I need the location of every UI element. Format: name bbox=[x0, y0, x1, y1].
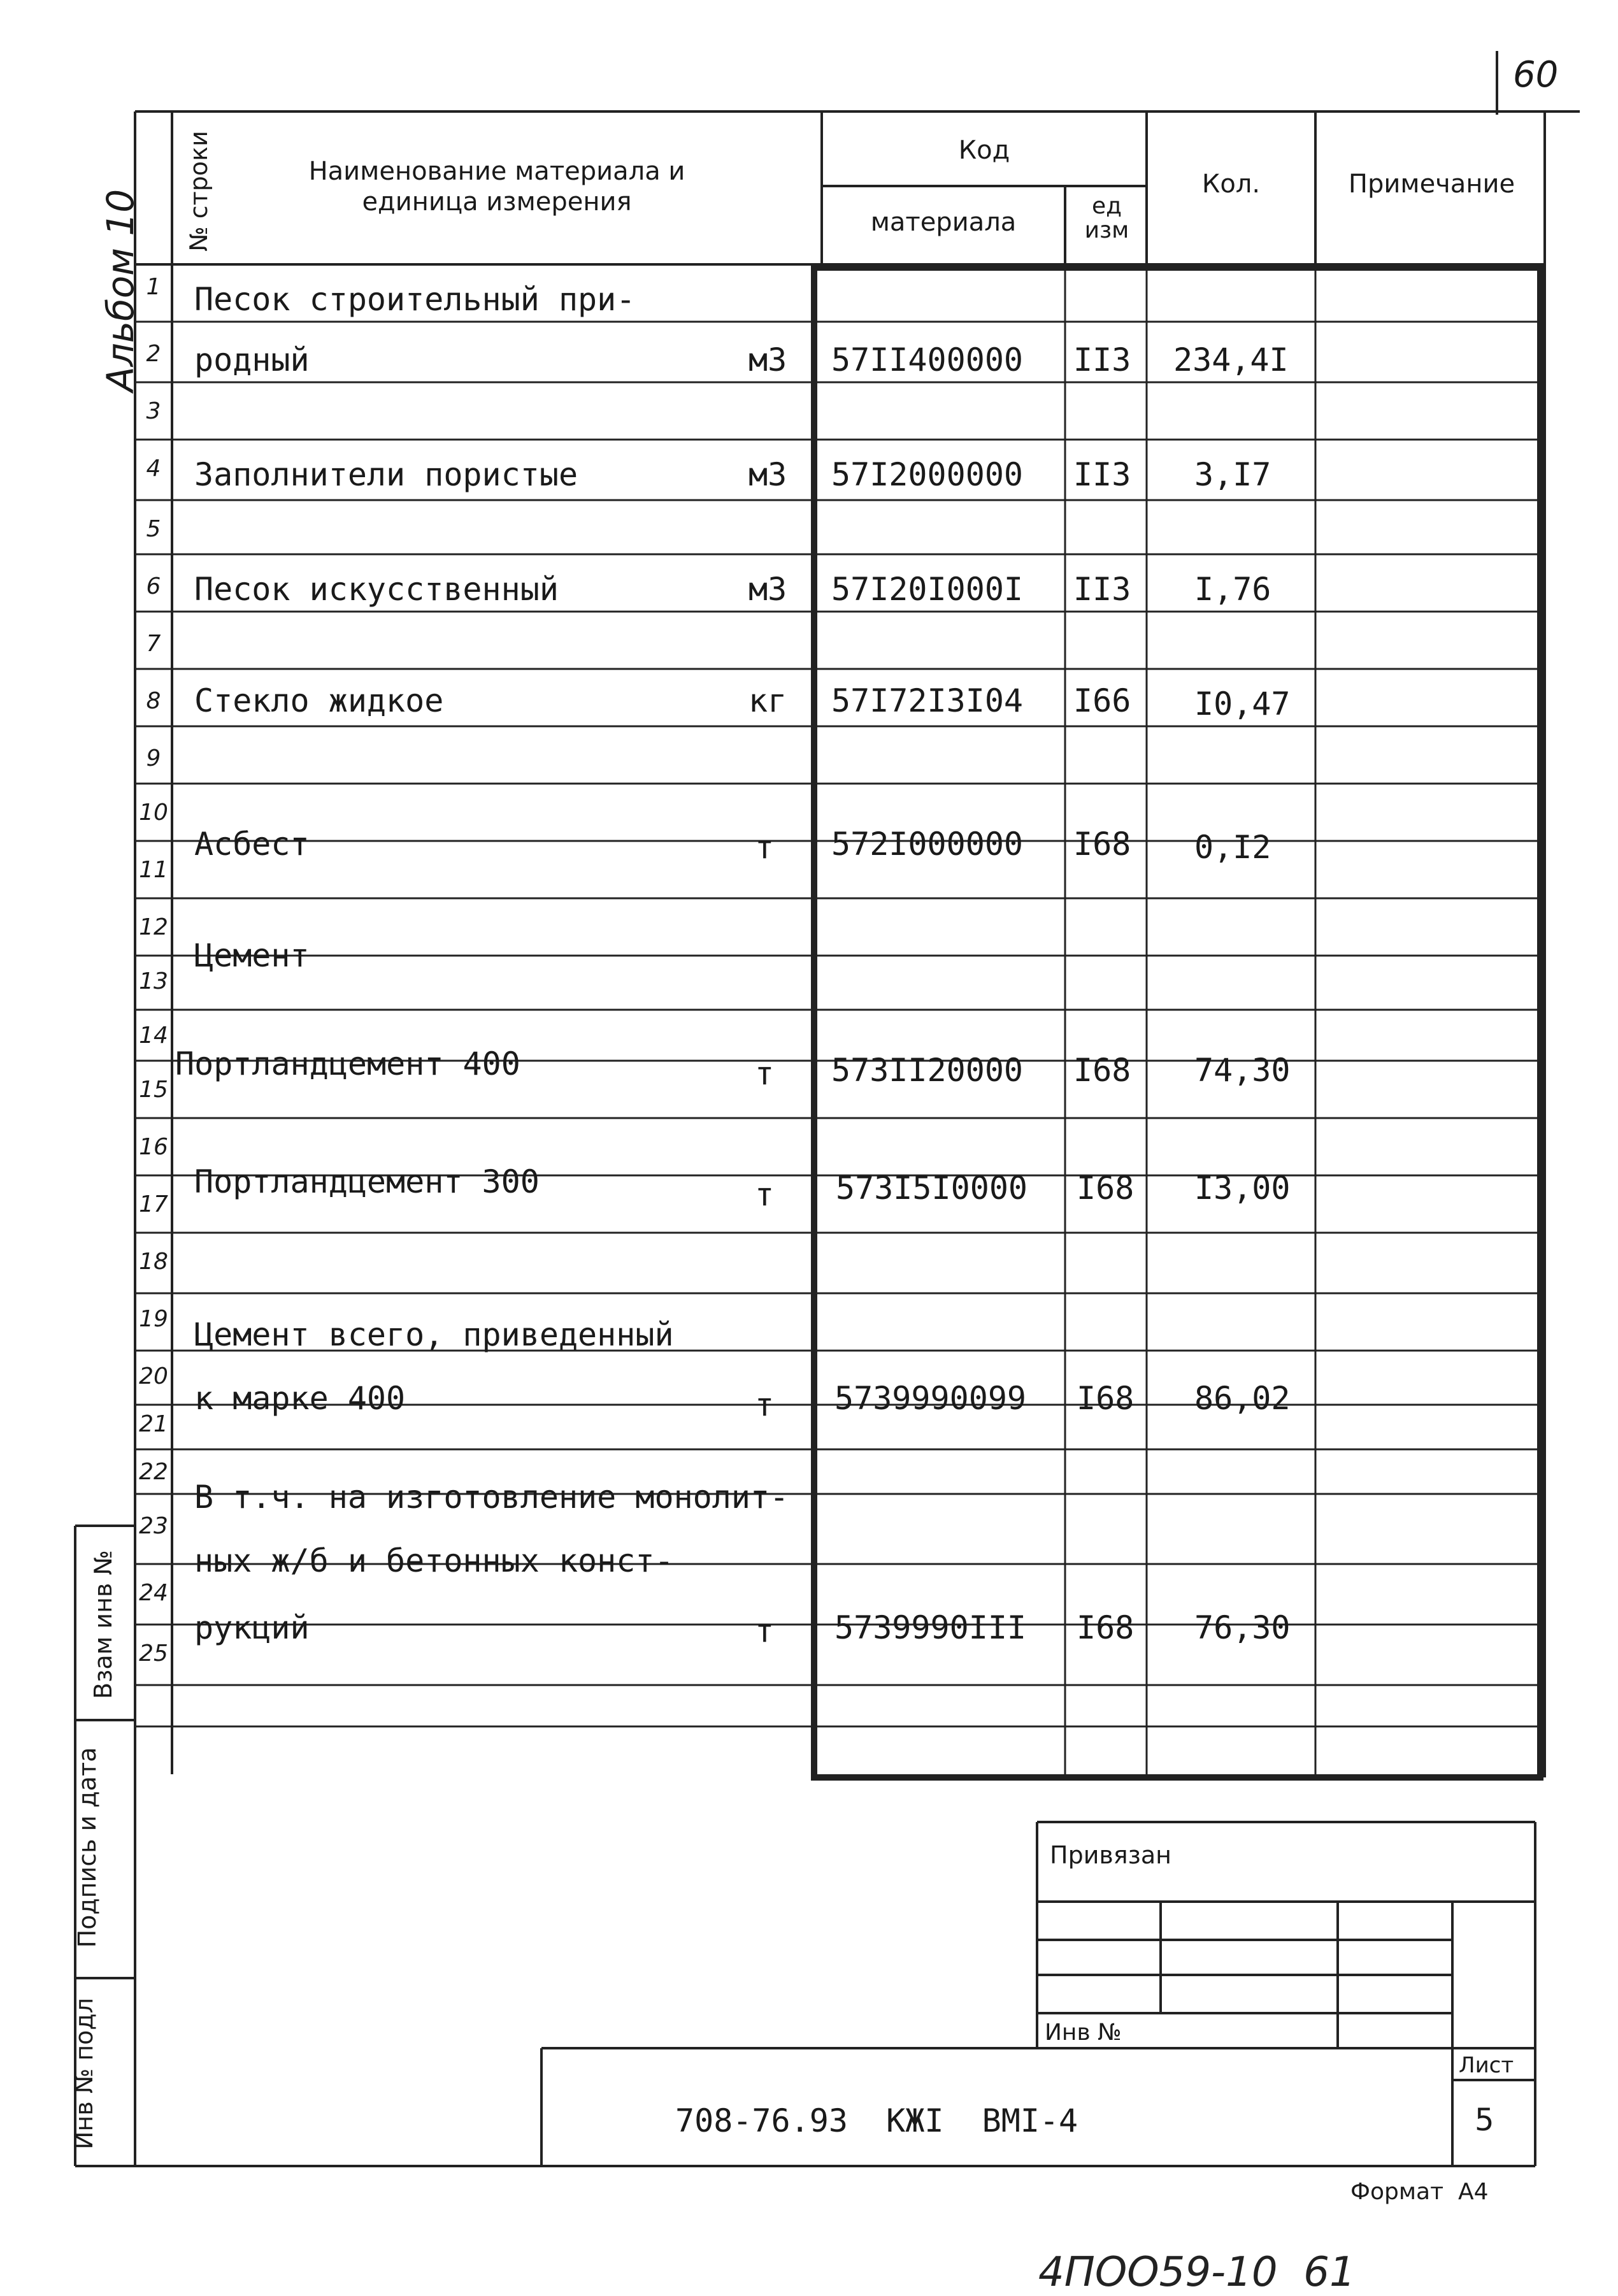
unit-code: I68 bbox=[1077, 1609, 1135, 1646]
quantity: 86,02 bbox=[1194, 1380, 1291, 1417]
row-number: 11 bbox=[139, 857, 168, 883]
material-code: 573II20000 bbox=[831, 1052, 1024, 1089]
header-qty: Кол. bbox=[1201, 169, 1261, 199]
format-label: Формат А4 bbox=[1350, 2179, 1489, 2205]
header-unit: ед изм bbox=[1084, 193, 1129, 243]
sheet-number: 5 bbox=[1475, 2102, 1494, 2138]
row-number: 24 bbox=[139, 1580, 168, 1606]
unit-text: м3 bbox=[748, 341, 787, 378]
header-note: Примечание bbox=[1348, 169, 1515, 199]
side-label-inv-podl: Инв № подл bbox=[70, 1998, 98, 2150]
quantity: I3,00 bbox=[1194, 1170, 1291, 1207]
material-name: Стекло жидкое bbox=[194, 682, 444, 719]
quantity: 0,I2 bbox=[1194, 829, 1271, 866]
unit-code: I68 bbox=[1073, 826, 1131, 863]
side-label-podpis: Подпись и дата bbox=[73, 1747, 101, 1948]
row-number: 23 bbox=[139, 1513, 168, 1539]
material-name: родный bbox=[194, 341, 310, 378]
quantity: 234,4I bbox=[1173, 341, 1289, 378]
header-material: материала bbox=[870, 208, 1017, 237]
quantity: 3,I7 bbox=[1194, 456, 1271, 493]
unit-code: II3 bbox=[1073, 571, 1131, 608]
row-number: 5 bbox=[146, 516, 161, 542]
material-code: 5739990099 bbox=[834, 1380, 1027, 1417]
side-label-vzam: Взам инв № bbox=[89, 1550, 117, 1699]
material-name: Портландцемент 400 bbox=[175, 1045, 520, 1082]
row-number: 20 bbox=[139, 1363, 168, 1389]
material-name: рукций bbox=[194, 1609, 310, 1646]
row-number: 8 bbox=[146, 688, 161, 714]
material-code: 57I2000000 bbox=[831, 456, 1024, 493]
row-number: 19 bbox=[139, 1306, 168, 1332]
material-code: 57II400000 bbox=[831, 341, 1024, 378]
row-number: 17 bbox=[139, 1191, 168, 1217]
unit-code: II3 bbox=[1073, 456, 1131, 493]
stamp-inv-no: Инв № bbox=[1045, 2020, 1122, 2046]
page-number-top: 60 bbox=[1513, 54, 1559, 96]
unit-text: м3 bbox=[748, 571, 787, 608]
row-number: 25 bbox=[139, 1640, 168, 1667]
header-name: Наименование материала и единица измерения bbox=[308, 157, 685, 217]
quantity: I0,47 bbox=[1194, 685, 1291, 722]
unit-code: I66 bbox=[1073, 682, 1131, 719]
row-number: 21 bbox=[139, 1411, 168, 1437]
row-number: 4 bbox=[146, 456, 161, 482]
unit-text: т bbox=[755, 1386, 775, 1423]
quantity: 74,30 bbox=[1194, 1052, 1291, 1089]
unit-text: т bbox=[755, 1176, 775, 1213]
material-name: Заполнители пористые bbox=[194, 456, 578, 493]
material-code: 57I20I000I bbox=[831, 571, 1024, 608]
row-number: 14 bbox=[139, 1022, 168, 1049]
quantity: I,76 bbox=[1194, 571, 1271, 608]
row-number: 15 bbox=[139, 1077, 168, 1103]
material-code: 5739990III bbox=[834, 1609, 1027, 1646]
sheet-label: Лист bbox=[1459, 2053, 1514, 2078]
material-name: Цемент всего, приведенный bbox=[194, 1316, 674, 1353]
material-name: к марке 400 bbox=[194, 1380, 406, 1417]
unit-code: I68 bbox=[1073, 1052, 1131, 1089]
album-label: Альбом 10 bbox=[99, 189, 142, 392]
unit-text: т bbox=[755, 1612, 775, 1649]
unit-code: I68 bbox=[1077, 1380, 1135, 1417]
material-name: Песок искусственный bbox=[194, 571, 559, 608]
material-code: 572I000000 bbox=[831, 826, 1024, 863]
material-name: Песок строительный при- bbox=[194, 281, 636, 318]
material-name: В т.ч. на изготовление монолит- bbox=[194, 1479, 789, 1516]
handwritten-number: 4ПОО59-10 61 bbox=[1038, 2249, 1356, 2296]
row-number: 3 bbox=[146, 398, 161, 424]
material-name: Асбест bbox=[194, 826, 310, 863]
header-code: Код bbox=[958, 136, 1010, 165]
row-number: 22 bbox=[139, 1459, 168, 1485]
document-designation: 708-76.93 КЖI ВМI-4 bbox=[675, 2102, 1078, 2139]
material-name: Цемент bbox=[194, 937, 310, 974]
row-number: 12 bbox=[139, 914, 168, 940]
material-code: 57I72I3I04 bbox=[831, 682, 1024, 719]
row-number: 16 bbox=[139, 1134, 168, 1160]
material-code: 573I5I0000 bbox=[836, 1170, 1028, 1207]
unit-code: II3 bbox=[1073, 341, 1131, 378]
row-number: 10 bbox=[139, 800, 168, 826]
material-name: ных ж/б и бетонных конст- bbox=[194, 1542, 674, 1579]
unit-text: т bbox=[755, 1055, 775, 1092]
unit-text: м3 bbox=[748, 456, 787, 493]
header-row-no: № строки bbox=[185, 131, 213, 252]
unit-text: т bbox=[755, 829, 775, 866]
row-number: 7 bbox=[146, 631, 161, 657]
row-number: 6 bbox=[146, 573, 161, 599]
row-number: 13 bbox=[139, 968, 168, 994]
row-number: 1 bbox=[146, 274, 161, 300]
stamp-privyazan: Привязан bbox=[1050, 1841, 1171, 1869]
unit-code: I68 bbox=[1077, 1170, 1135, 1207]
row-number: 18 bbox=[139, 1249, 168, 1275]
row-number: 2 bbox=[146, 341, 161, 367]
quantity: 76,30 bbox=[1194, 1609, 1291, 1646]
material-name: Портландцемент 300 bbox=[194, 1163, 540, 1200]
unit-text: кг bbox=[748, 682, 787, 719]
row-number: 9 bbox=[146, 745, 161, 771]
